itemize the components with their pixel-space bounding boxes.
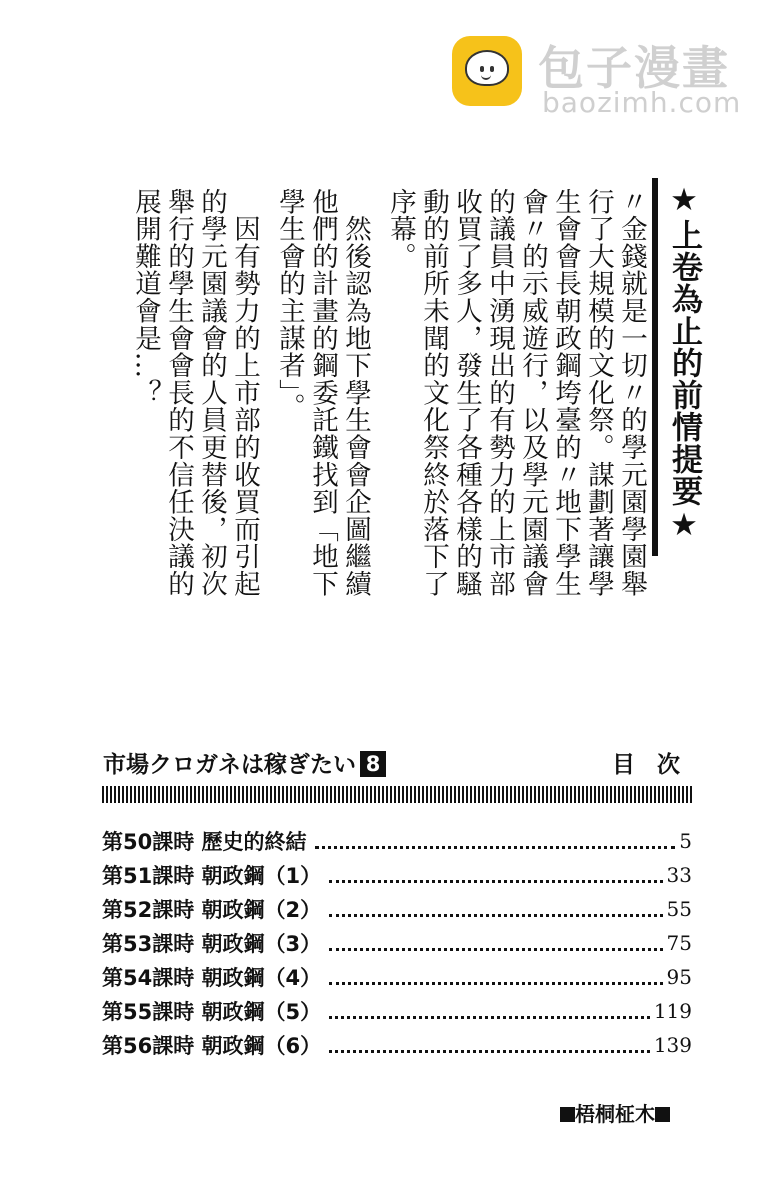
synopsis-column: 舉行的學生會會長的不信任決議的: [163, 188, 194, 598]
synopsis-column: 動的前所未聞的文化祭終於落下了: [418, 188, 449, 598]
synopsis-column: 學生會的主謀者」。: [274, 188, 305, 421]
synopsis-column: 序幕。: [385, 188, 416, 270]
square-bullet-icon: [655, 1107, 670, 1122]
synopsis-column: 生會會長朝政鋼垮臺的〃地下學生: [550, 188, 581, 598]
synopsis-column: 然後認為地下學生會會企圖繼續: [340, 188, 371, 598]
synopsis-column: 他們的計畫的鋼委託鐵找到「地下: [307, 188, 338, 598]
toc-entry: [102, 996, 692, 1026]
volume-badge: 8: [360, 751, 386, 777]
toc-entry-title: 第53課時 朝政鋼（3）: [102, 932, 322, 956]
dot-leader: [329, 948, 662, 951]
synopsis-column: 因有勢力的上市部的收買而引起: [229, 188, 260, 598]
toc-heading: 目次: [612, 752, 702, 778]
dot-leader: [329, 914, 662, 917]
toc-entry-page: 55: [666, 897, 692, 921]
barcode-divider: [102, 786, 692, 803]
square-bullet-icon: [560, 1107, 575, 1122]
toc-entry-page: 139: [653, 1033, 692, 1057]
toc-entry-page: 33: [666, 863, 692, 887]
synopsis-column: 的學元園議會的人員更替後，初次: [196, 188, 227, 598]
toc-entry: [102, 860, 692, 890]
title-divider: [652, 178, 658, 556]
toc-entry-title: 第52課時 朝政鋼（2）: [102, 898, 322, 922]
synopsis-column: 展開難道會是…？: [130, 188, 161, 407]
dot-leader: [329, 880, 662, 883]
dot-leader: [315, 846, 676, 849]
toc-entry-title: 第56課時 朝政鋼（6）: [102, 1034, 322, 1058]
synopsis-column: 會〃的示威遊行，以及學元園議會: [517, 188, 548, 598]
toc-entry: [102, 928, 692, 958]
synopsis-column: 收買了多人，發生了各種各樣的騷: [451, 188, 482, 598]
dot-leader: [329, 1050, 650, 1053]
toc-entry-page: 75: [666, 931, 692, 955]
toc-entry: [102, 1030, 692, 1060]
author-name: 梧桐柾木: [575, 1102, 655, 1126]
synopsis-column: 〃金錢就是一切〃的學元園學園舉: [616, 188, 647, 598]
toc-entry-page: 119: [653, 999, 692, 1023]
toc-entry-page: 95: [666, 965, 692, 989]
synopsis-title: ★上卷為止的前情提要★: [666, 182, 702, 544]
dot-leader: [329, 1016, 650, 1019]
synopsis-column: 的議員中湧現出的有勢力的上市部: [484, 188, 515, 598]
series-title-text: 市場クロガネは稼ぎたい: [103, 752, 356, 778]
toc-entry-title: 第50課時 歷史的終結: [102, 830, 307, 854]
watermark-domain: baozimh.com: [542, 86, 742, 119]
dot-leader: [329, 982, 662, 985]
toc-entry-title: 第54課時 朝政鋼（4）: [102, 966, 322, 990]
watermark-name: 包子漫畫: [538, 41, 730, 95]
toc-entry: [102, 894, 692, 924]
author: [560, 1098, 670, 1127]
toc-entry-page: 5: [679, 829, 692, 853]
synopsis-column: 行了大規模的文化祭。謀劃著讓學: [583, 188, 614, 598]
bun-logo-icon: [452, 36, 522, 106]
watermark-logo: [452, 36, 752, 119]
series-title: [103, 746, 386, 779]
toc-entry-title: 第55課時 朝政鋼（5）: [102, 1000, 322, 1024]
toc-entry: [102, 962, 692, 992]
toc-entry-title: 第51課時 朝政鋼（1）: [102, 864, 322, 888]
toc-entry: [102, 826, 692, 856]
